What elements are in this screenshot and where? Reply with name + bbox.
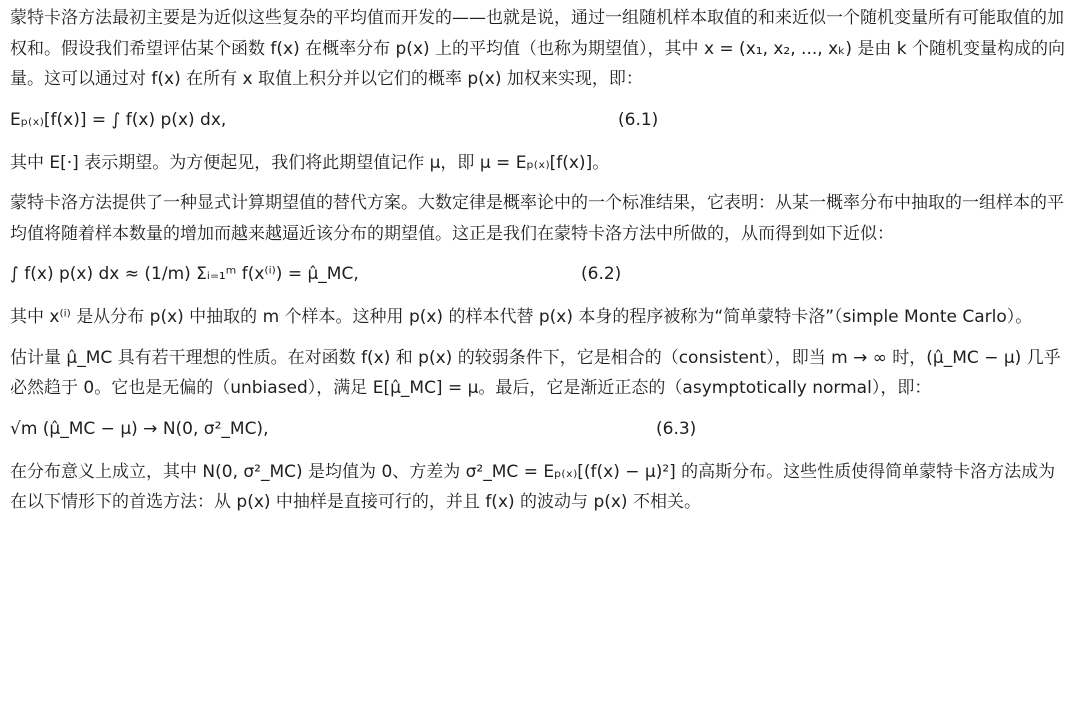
document-body [10,3,1072,528]
equation-6-2-expression: ∫ f(x) p(x) dx ≈ (1/m) Σᵢ₌₁ᵐ f(x⁽ⁱ⁾) = μ̂_MC, [10,264,359,284]
paragraph-law-of-large-numbers: 蒙特卡洛方法提供了一种显式计算期望值的替代方案。大数定律是概率论中的一个标准结果，它表明：从某一概率分布中抽取的一组样本的平均值将随着样本数量的增加而越来越逼近该分布的期望值。这正是我们在蒙特卡洛方法中所做的，从而得到如下近似： [10,193,1064,244]
equation-6-3-number: (6.3) [656,418,697,439]
equation-6-2 [10,259,1072,289]
equation-6-3-expression: √m (μ̂_MC − μ) → N(0, σ²_MC), [10,418,269,439]
paragraph-expectation-notation: 其中 E[·] 表示期望。为方便起见，我们将此期望值记作 μ，即 μ = Eₚ₍ₓ₎[f(x)]。 [10,152,610,173]
paragraph-gaussian-distribution: 在分布意义上成立，其中 N(0, σ²_MC) 是均值为 0、方差为 σ²_MC = Eₚ₍ₓ₎[(f(x) − μ)²] 的高斯分布。这些性质使得简单蒙特卡洛方法成为在以下情形下的首选方法：从 p(x) 中抽样是直接可行的，并且 f(x) 的波动与 p(x) 不相关。 [10,461,1056,512]
paragraph-intro: 蒙特卡洛方法最初主要是为近似这些复杂的平均值而开发的——也就是说，通过一组随机样本取值的和来近似一个随机变量所有可能取值的加权和。假设我们希望评估某个函数 f(x) 在概率分布 p(x) 上的平均值（也称为期望值），其中 x = (x₁, x₂, ..., xₖ) 是由 k 个随机变量构成的向量。这可以通过对 f(x) 在所有 x 取值上积分并以它们的概率 p(x) 加权来实现，即： [10,8,1066,89]
equation-6-1-expression: Eₚ₍ₓ₎[f(x)] = ∫ f(x) p(x) dx, [10,109,227,130]
paragraph-simple-monte-carlo: 其中 x⁽ⁱ⁾ 是从分布 p(x) 中抽取的 m 个样本。这种用 p(x) 的样本代替 p(x) 本身的程序被称为“简单蒙特卡洛”（simple Monte Carlo）。 [10,307,1033,327]
equation-6-1 [10,105,1072,135]
equation-6-1-number: (6.1) [618,109,659,130]
equation-6-2-number: (6.2) [581,264,622,284]
equation-6-3 [10,414,1072,444]
paragraph-estimator-properties: 估计量 μ̂_MC 具有若干理想的性质。在对函数 f(x) 和 p(x) 的较弱条件下，它是相合的（consistent），即当 m → ∞ 时，(μ̂_MC − μ) 几乎必然趋于 0。它也是无偏的（unbiased），满足 E[μ̂_MC] = μ。最后，它是渐近正态的（asymptotically normal），即： [10,347,1061,398]
